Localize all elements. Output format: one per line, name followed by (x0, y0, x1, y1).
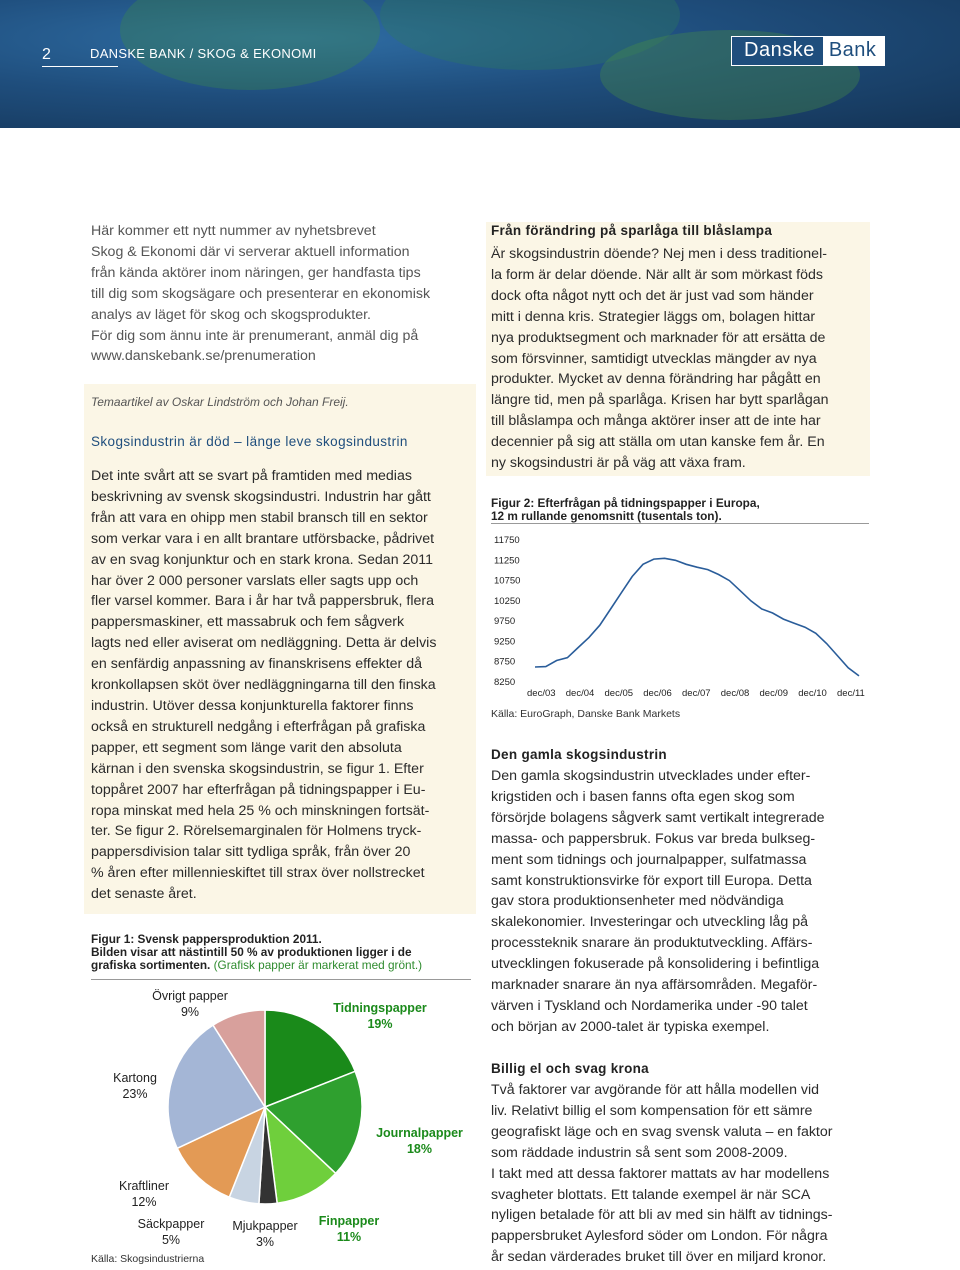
figure1-rule (91, 979, 471, 980)
figure2-caption (491, 497, 871, 523)
body-line: pappersbruket Aylesford söder om London. För några (491, 1228, 828, 1245)
section2-heading: Den gamla skogsindustrin (491, 747, 667, 762)
logo-text-bank: Bank (823, 37, 885, 65)
body-line: samt konstruktionsvirke för export till Europa. Detta (491, 872, 812, 889)
body-line: mitt i denna kris. Strategier läggs om, bolagen hittar (491, 308, 816, 325)
body-line: skalekonomier. Investeringar och utveckling låg på (491, 914, 809, 931)
y-tick-label: 10250 (494, 595, 521, 607)
intro-line: till dig som skogsägare och presenterar en ekonomisk (91, 285, 431, 302)
y-tick-label: 9250 (494, 636, 516, 648)
body-line: och början av 2000-talet är typiska exempel. (491, 1018, 770, 1035)
x-tick-label: dec/03 (527, 688, 556, 699)
body-line: utvecklingen fokuserade på konsolidering i befintliga (491, 956, 820, 973)
y-tick-label: 11250 (494, 555, 520, 567)
body-line: % åren efter millennieskiftet till strax över nollstrecket (91, 865, 425, 882)
x-tick-label: dec/11 (837, 688, 865, 699)
body-line: Två faktorer var avgörande för att hålla modellen vid (491, 1082, 820, 1098)
body-line: decennier på sig att ställa om utan kanske fem år. En (491, 434, 825, 451)
body-line: ment som tidnings och journalpapper, sulfatmassa (491, 851, 807, 868)
figure2-caption-line: Figur 2: Efterfrågan på tidningspapper i Europa, (491, 496, 760, 510)
intro-line: Skog & Ekonomi där vi serverar aktuell information (91, 243, 410, 260)
body-line: en senfärdig anpassning av finanskrisens effekter då (91, 656, 422, 673)
body-line: av en svag konjunktur och en stark krona. Sedan 2011 (91, 551, 434, 568)
body-line: fler varsel kommer. Bara i år har två pappersbruk, flera (91, 593, 435, 610)
figure1-caption-line: Figur 1: Svensk pappersproduktion 2011. (91, 932, 322, 946)
pie-label-tidningspapper: Tidningspapper 19% (333, 1001, 427, 1031)
body-line: liv. Relativt billig el som kompensation för ett sämre (491, 1102, 813, 1119)
x-tick-label: dec/05 (604, 688, 634, 699)
body-line: till blåslampa och många aktörer inser att de inte har (491, 413, 821, 430)
article-body (91, 466, 481, 905)
body-line: kärnan i den svenska skogsindustrin, se figur 1. Efter (91, 760, 424, 777)
body-line: processteknik snarare än produktutveckling. Affärs- (491, 935, 813, 952)
intro-text (91, 221, 486, 367)
body-line: pappersdivision talar sitt tydliga språk, från över 20 (91, 844, 411, 861)
figure1-caption-line (91, 959, 471, 972)
y-tick-label: 10750 (494, 575, 521, 587)
pie-label-finpapper: Finpapper 11% (318, 1214, 380, 1244)
header-banner (0, 0, 960, 128)
y-tick-label: 9750 (494, 616, 516, 628)
section1-heading: Från förändring på sparlåga till blåslampa (491, 223, 773, 238)
section2-body (491, 766, 871, 1038)
logo-text-danske: Danske (732, 37, 823, 65)
body-line: värven i Tyskland och Nordamerika under -90 talet (491, 997, 808, 1014)
section3-body (491, 1080, 871, 1268)
body-line: industrin. Utöver dessa konjunkturella faktorer finns (91, 697, 414, 714)
body-line: det senaste året. (91, 886, 197, 903)
body-line: år sedan värderades bruket till över en miljard kronor. (491, 1249, 827, 1266)
figure1-source: Källa: Skogsindustrierna (91, 1253, 205, 1265)
body-line: försörjde bolagens sågverk samt vertikalt integrerade (491, 809, 825, 826)
figure2-source: Källa: EuroGraph, Danske Bank Markets (491, 708, 681, 720)
danske-bank-logo[interactable] (731, 36, 885, 66)
section-underline (42, 66, 118, 67)
body-line: som försvinner, samtidigt utvecklas mängder av nya (491, 350, 817, 367)
pie-label-sackpapper: Säckpapper 5% (137, 1217, 205, 1247)
body-line: svagheter blottats. Ett talande exempel är när SCA (491, 1186, 811, 1203)
x-tick-label: dec/09 (759, 688, 789, 699)
body-line: nyligen betalade för att bli av med sin hälft av tidnings- (491, 1207, 833, 1224)
body-line: produkter. Mycket av denna förändring har pågått en (491, 371, 821, 388)
section3-heading: Billig el och svag krona (491, 1061, 649, 1076)
y-tick-label: 11750 (494, 535, 520, 546)
pie-chart (150, 1010, 380, 1230)
body-line: ropa minskat med hela 25 % och minskningen fortsät- (91, 802, 430, 819)
figure1-caption-note: (Grafisk papper är markerat med grönt.) (213, 958, 423, 972)
x-tick-label: dec/10 (798, 688, 827, 699)
body-line: som räddade industrin så sent som 2008-2009. (491, 1144, 788, 1161)
intro-line: analys av läget för skog och skogsprodukter. (91, 306, 371, 323)
body-line: dock ofta något nytt och det är just vad som händer (491, 287, 814, 304)
page-number: 2 (42, 46, 51, 63)
intro-line: För dig som ännu inte är prenumerant, anmäl dig på (91, 327, 419, 344)
pie-label-ovrigt: Övrigt papper 9% (152, 989, 228, 1019)
body-line: I takt med att dessa faktorer mattats av har modellens (491, 1165, 830, 1182)
body-line: pappersmaskiner, ett massabruk och fem sågverk (91, 614, 405, 631)
body-line: lagts ned eller aviserat om nedläggning. Detta är delvis (91, 635, 437, 652)
body-line: geografiskt läge och en svag svensk valuta – en faktor (491, 1123, 833, 1140)
figure1-caption (91, 933, 471, 972)
body-line: la form är delar döende. När allt är som mörkast föds (491, 266, 823, 283)
body-line: Är skogsindustrin döende? Nej men i dess traditionel- (491, 246, 827, 262)
body-line: har över 2 000 personer varslats eller sagts upp och (91, 572, 419, 589)
series-line-tidningspapper (535, 558, 859, 676)
x-tick-label: dec/08 (720, 688, 750, 699)
intro-line: från kända aktörer inom näringen, ger handfasta tips (91, 264, 421, 281)
byline: Temaartikel av Oskar Lindström och Johan Freij. (91, 395, 349, 409)
body-line: marknader snarare än nya affärsområden. Megaför- (491, 977, 818, 994)
pie-label-kartong: Kartong 23% (113, 1071, 157, 1101)
body-line: krigstiden och i basen fanns ofta egen skog som (491, 788, 795, 805)
intro-line: Här kommer ett nytt nummer av nyhetsbrevet (91, 223, 376, 239)
y-tick-label: 8250 (494, 677, 516, 688)
pie-label-journalpapper: Journalpapper 18% (376, 1126, 463, 1156)
section1-body (491, 244, 871, 474)
line-chart (491, 530, 869, 708)
pie-label-mjukpapper: Mjukpapper 3% (232, 1219, 298, 1249)
figure2-caption-line: 12 m rullande genomsnitt (tusentals ton). (491, 509, 722, 523)
body-line: kronkollapsen sköt över nedläggningarna till den finska (91, 677, 436, 694)
figure1-caption-line: Bilden visar att nästintill 50 % av produktionen ligger i de (91, 945, 412, 959)
fern-decoration (120, 0, 380, 90)
body-line: Den gamla skogsindustrin utvecklades under efter- (491, 768, 811, 784)
body-line: som verkar vara i en allt brantare utförsbacke, pådrivet (91, 530, 435, 547)
section-title: DANSKE BANK / SKOG & EKONOMI (90, 46, 317, 61)
y-tick-label: 8750 (494, 656, 516, 668)
figure2-rule (491, 523, 869, 524)
body-line: gav stora produktionsenheter med nödvändiga (491, 893, 784, 910)
pie-label-kraftliner: Kraftliner 12% (118, 1179, 170, 1209)
x-tick-label: dec/04 (565, 688, 595, 699)
x-tick-label: dec/07 (682, 688, 711, 699)
article-heading: Skogsindustrin är död – länge leve skogsindustrin (91, 434, 408, 449)
body-line: papper, ett segment som länge varit den absoluta (91, 739, 402, 756)
body-line: från att vara en ohipp men stabil bransch till en sektor (91, 509, 428, 526)
x-tick-label: dec/06 (643, 688, 672, 699)
line-chart-container (491, 530, 869, 708)
body-line: massa- och pappersbruk. Fokus var breda bulkseg- (491, 830, 816, 847)
body-line: toppåret 2007 har efterfrågan på tidningspapper i Eu- (91, 781, 426, 798)
body-line: beskrivning av svensk skogsindustri. Industrin har gått (91, 488, 431, 505)
figure1-caption-text: grafiska sortimenten. (91, 958, 211, 972)
body-line: ny skogsindustri är på väg att växa fram. (491, 455, 746, 472)
subscription-link[interactable]: www.danskebank.se/prenumeration (91, 348, 316, 365)
body-line: längre tid, men på sparlåga. Krisen har bytt sparlågan (491, 392, 829, 409)
body-line: också en strukturell nedgång i efterfrågan på grafiska (91, 718, 426, 735)
body-line: Det inte svårt att se svart på framtiden med medias (91, 468, 412, 484)
body-line: ter. Se figur 2. Rörelsemarginalen för Holmens tryck- (91, 823, 422, 840)
body-line: nya produktsegment och marknader för att ersätta de (491, 329, 826, 346)
